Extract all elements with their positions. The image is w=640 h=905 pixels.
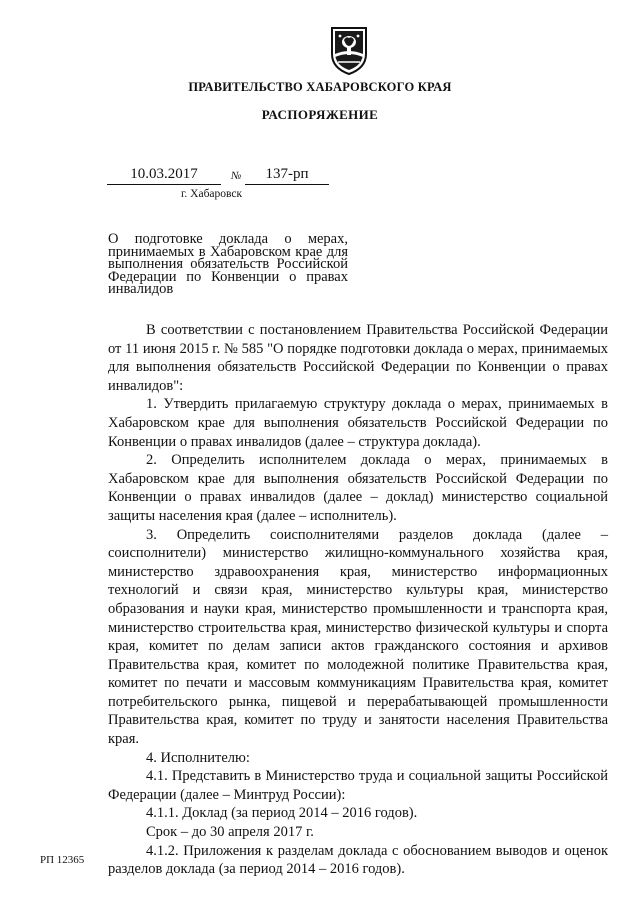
paragraph-item-4-1: 4.1. Представить в Министерство труда и социальной защиты Российской Федерации (далее – Минтруд России): xyxy=(108,768,608,803)
footer-code: РП 12365 xyxy=(40,854,85,866)
city-name: г. Хабаровск xyxy=(181,188,243,200)
number-sign: № xyxy=(231,170,242,182)
paragraph-item-1: 1. Утвердить прилагаемую структуру доклада о мерах, принимаемых в Хабаровском крае для выполнения обязательств Российской Федерации по Конвенции о правах инвалидов (далее – структура доклада). xyxy=(108,396,608,450)
paragraph-item-4: 4. Исполнителю: xyxy=(146,749,250,766)
paragraph-preamble: В соответствии с постановлением Правительства Российской Федерации от 11 июня 2015 г. № 585 "О порядке подготовки доклада о мерах, принимаемых для выполнения обязательств Российской Федерации по Конвенции о правах инвалидов": xyxy=(108,322,608,394)
paragraph-item-2: 2. Определить исполнителем доклада о мерах, принимаемых в Хабаровском крае для выполнения обязательств Российской Федерации по Конвенции о правах инвалидов (далее – доклад) министерство социальной защиты населения края (далее – исполнитель). xyxy=(108,452,608,524)
document-date: 10.03.2017 xyxy=(107,166,221,185)
paragraph-item-4-1-1: 4.1.1. Доклад (за период 2014 – 2016 годов). xyxy=(146,805,418,822)
document-subject: О подготовке доклада о мерах, принимаемых в Хабаровском крае для выполнения обязательств Российской Федерации по Конвенции о правах инвалидов xyxy=(108,231,348,297)
paragraph-item-3: 3. Определить соисполнителями разделов доклада (далее – соисполнители) министерство жилищно-коммунального хозяйства края, министерство здравоохранения края, министерство информационных технологий и связи края, министерство культуры края, министерство образования и науки края, министерство промышленности и транспорта края, министерство строительства края, министерство физической культуры и спорта края, комитет по делам записи актов гражданского состояния и архивов Правительства края, комитет по молодежной политике Правительства края, комитет по печати и массовым коммуникациям Правительства края, комитет потребительского рынка, пищевой и перерабатывающей промышленности Правительства края, комитет по труду и занятости населения Правительства края. xyxy=(108,526,608,748)
paragraph-item-4-1-2: 4.1.2. Приложения к разделам доклада с обоснованием выводов и оценок разделов доклада (за период 2014 – 2016 годов). xyxy=(108,842,608,878)
government-title: ПРАВИТЕЛЬСТВО ХАБАРОВСКОГО КРАЯ xyxy=(188,80,452,94)
paragraph-deadline: Срок – до 30 апреля 2017 г. xyxy=(146,824,314,841)
document-body xyxy=(108,321,608,879)
document-number: 137-рп xyxy=(245,166,329,185)
document-kind: РАСПОРЯЖЕНИЕ xyxy=(261,107,379,122)
coat-of-arms-icon xyxy=(328,24,370,76)
